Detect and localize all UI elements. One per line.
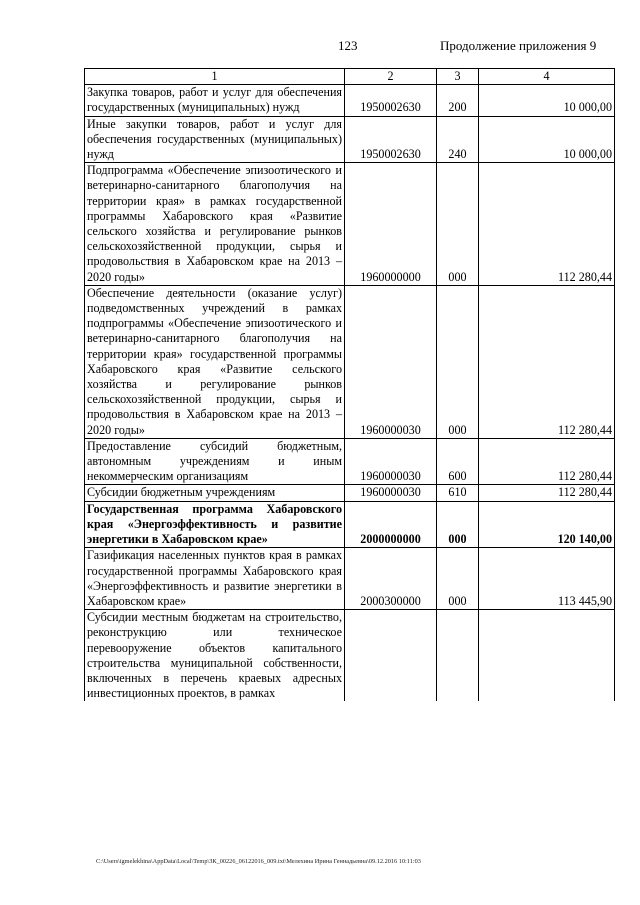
budget-table bbox=[84, 68, 615, 701]
table-header-row bbox=[85, 69, 615, 85]
row-type: 000 bbox=[437, 163, 479, 286]
row-name: Обеспечение деятельности (оказание услуг) подведомственных учреждений в рамках подпрограммы «Обеспечение эпизоотического и ветеринарно-санитарного благополучия на территории края» государственной программы Хабаровского края «Развитие сельского хозяйства и регулирование рынков сельскохозяйственной продукции, сырья и продовольствия в Хабаровском крае на 2013 – 2020 годы» bbox=[85, 285, 345, 438]
row-amount: 112 280,44 bbox=[479, 438, 615, 485]
row-code: 2000000000 bbox=[345, 501, 437, 548]
table-row bbox=[85, 438, 615, 485]
row-code: 2000300000 bbox=[345, 548, 437, 610]
row-code: 1960000030 bbox=[345, 438, 437, 485]
table-row bbox=[85, 85, 615, 116]
document-footer-path: C:\Users\igmelekhina\AppData\Local\Temp\ЗК_00226_06122016_009.txt\Мелехина Ирина Геннадьевна\09.12.2016 10:11:03 bbox=[96, 858, 421, 865]
row-amount: 112 280,44 bbox=[479, 163, 615, 286]
column-header-1: 1 bbox=[85, 69, 345, 85]
row-name: Закупка товаров, работ и услуг для обеспечения государственных (муниципальных) нужд bbox=[85, 85, 345, 116]
row-amount: 10 000,00 bbox=[479, 85, 615, 116]
column-header-4: 4 bbox=[479, 69, 615, 85]
row-name: Предоставление субсидий бюджетным, автономным учреждениям и иным некоммерческим организациям bbox=[85, 438, 345, 485]
table-row bbox=[85, 548, 615, 610]
table-row-program bbox=[85, 501, 615, 548]
row-amount: 112 280,44 bbox=[479, 285, 615, 438]
row-code: 1950002630 bbox=[345, 85, 437, 116]
row-name: Субсидии местным бюджетам на строительство, реконструкцию или техническое перевооружение объектов капитального строительства муниципальной собственности, включенных в перечень краевых адресных инвестиционных проектов, в рамках bbox=[85, 610, 345, 702]
row-code: 1960000000 bbox=[345, 163, 437, 286]
row-type: 610 bbox=[437, 485, 479, 501]
table-row bbox=[85, 485, 615, 501]
row-type: 000 bbox=[437, 501, 479, 548]
row-type: 600 bbox=[437, 438, 479, 485]
row-name: Субсидии бюджетным учреждениям bbox=[85, 485, 345, 501]
row-code: 1950002630 bbox=[345, 116, 437, 163]
row-amount: 120 140,00 bbox=[479, 501, 615, 548]
row-type: 000 bbox=[437, 285, 479, 438]
table-row bbox=[85, 285, 615, 438]
row-code: 1960000030 bbox=[345, 485, 437, 501]
row-name: Подпрограмма «Обеспечение эпизоотического и ветеринарно-санитарного благополучия на территории края» в рамках государственной программы Хабаровского края «Развитие сельского хозяйства и регулирование рынков сельскохозяйственной продукции, сырья и продовольствия в Хабаровском крае на 2013 – 2020 годы» bbox=[85, 163, 345, 286]
table-row bbox=[85, 116, 615, 163]
row-type: 240 bbox=[437, 116, 479, 163]
column-header-2: 2 bbox=[345, 69, 437, 85]
row-amount bbox=[479, 610, 615, 702]
table-row-continued bbox=[85, 610, 615, 702]
row-name: Государственная программа Хабаровского края «Энергоэффективность и развитие энергетики в Хабаровском крае» bbox=[85, 501, 345, 548]
row-amount: 113 445,90 bbox=[479, 548, 615, 610]
row-name: Иные закупки товаров, работ и услуг для обеспечения государственных (муниципальных) нужд bbox=[85, 116, 345, 163]
appendix-continuation-label: Продолжение приложения 9 bbox=[440, 38, 597, 53]
row-name: Газификация населенных пунктов края в рамках государственной программы Хабаровского края «Энергоэффективность и развитие энергетики в Хабаровском крае» bbox=[85, 548, 345, 610]
table-row bbox=[85, 163, 615, 286]
row-type bbox=[437, 610, 479, 702]
row-amount: 10 000,00 bbox=[479, 116, 615, 163]
page-number: 123 bbox=[338, 38, 358, 53]
row-amount: 112 280,44 bbox=[479, 485, 615, 501]
row-type: 200 bbox=[437, 85, 479, 116]
row-code bbox=[345, 610, 437, 702]
row-type: 000 bbox=[437, 548, 479, 610]
row-code: 1960000030 bbox=[345, 285, 437, 438]
column-header-3: 3 bbox=[437, 69, 479, 85]
